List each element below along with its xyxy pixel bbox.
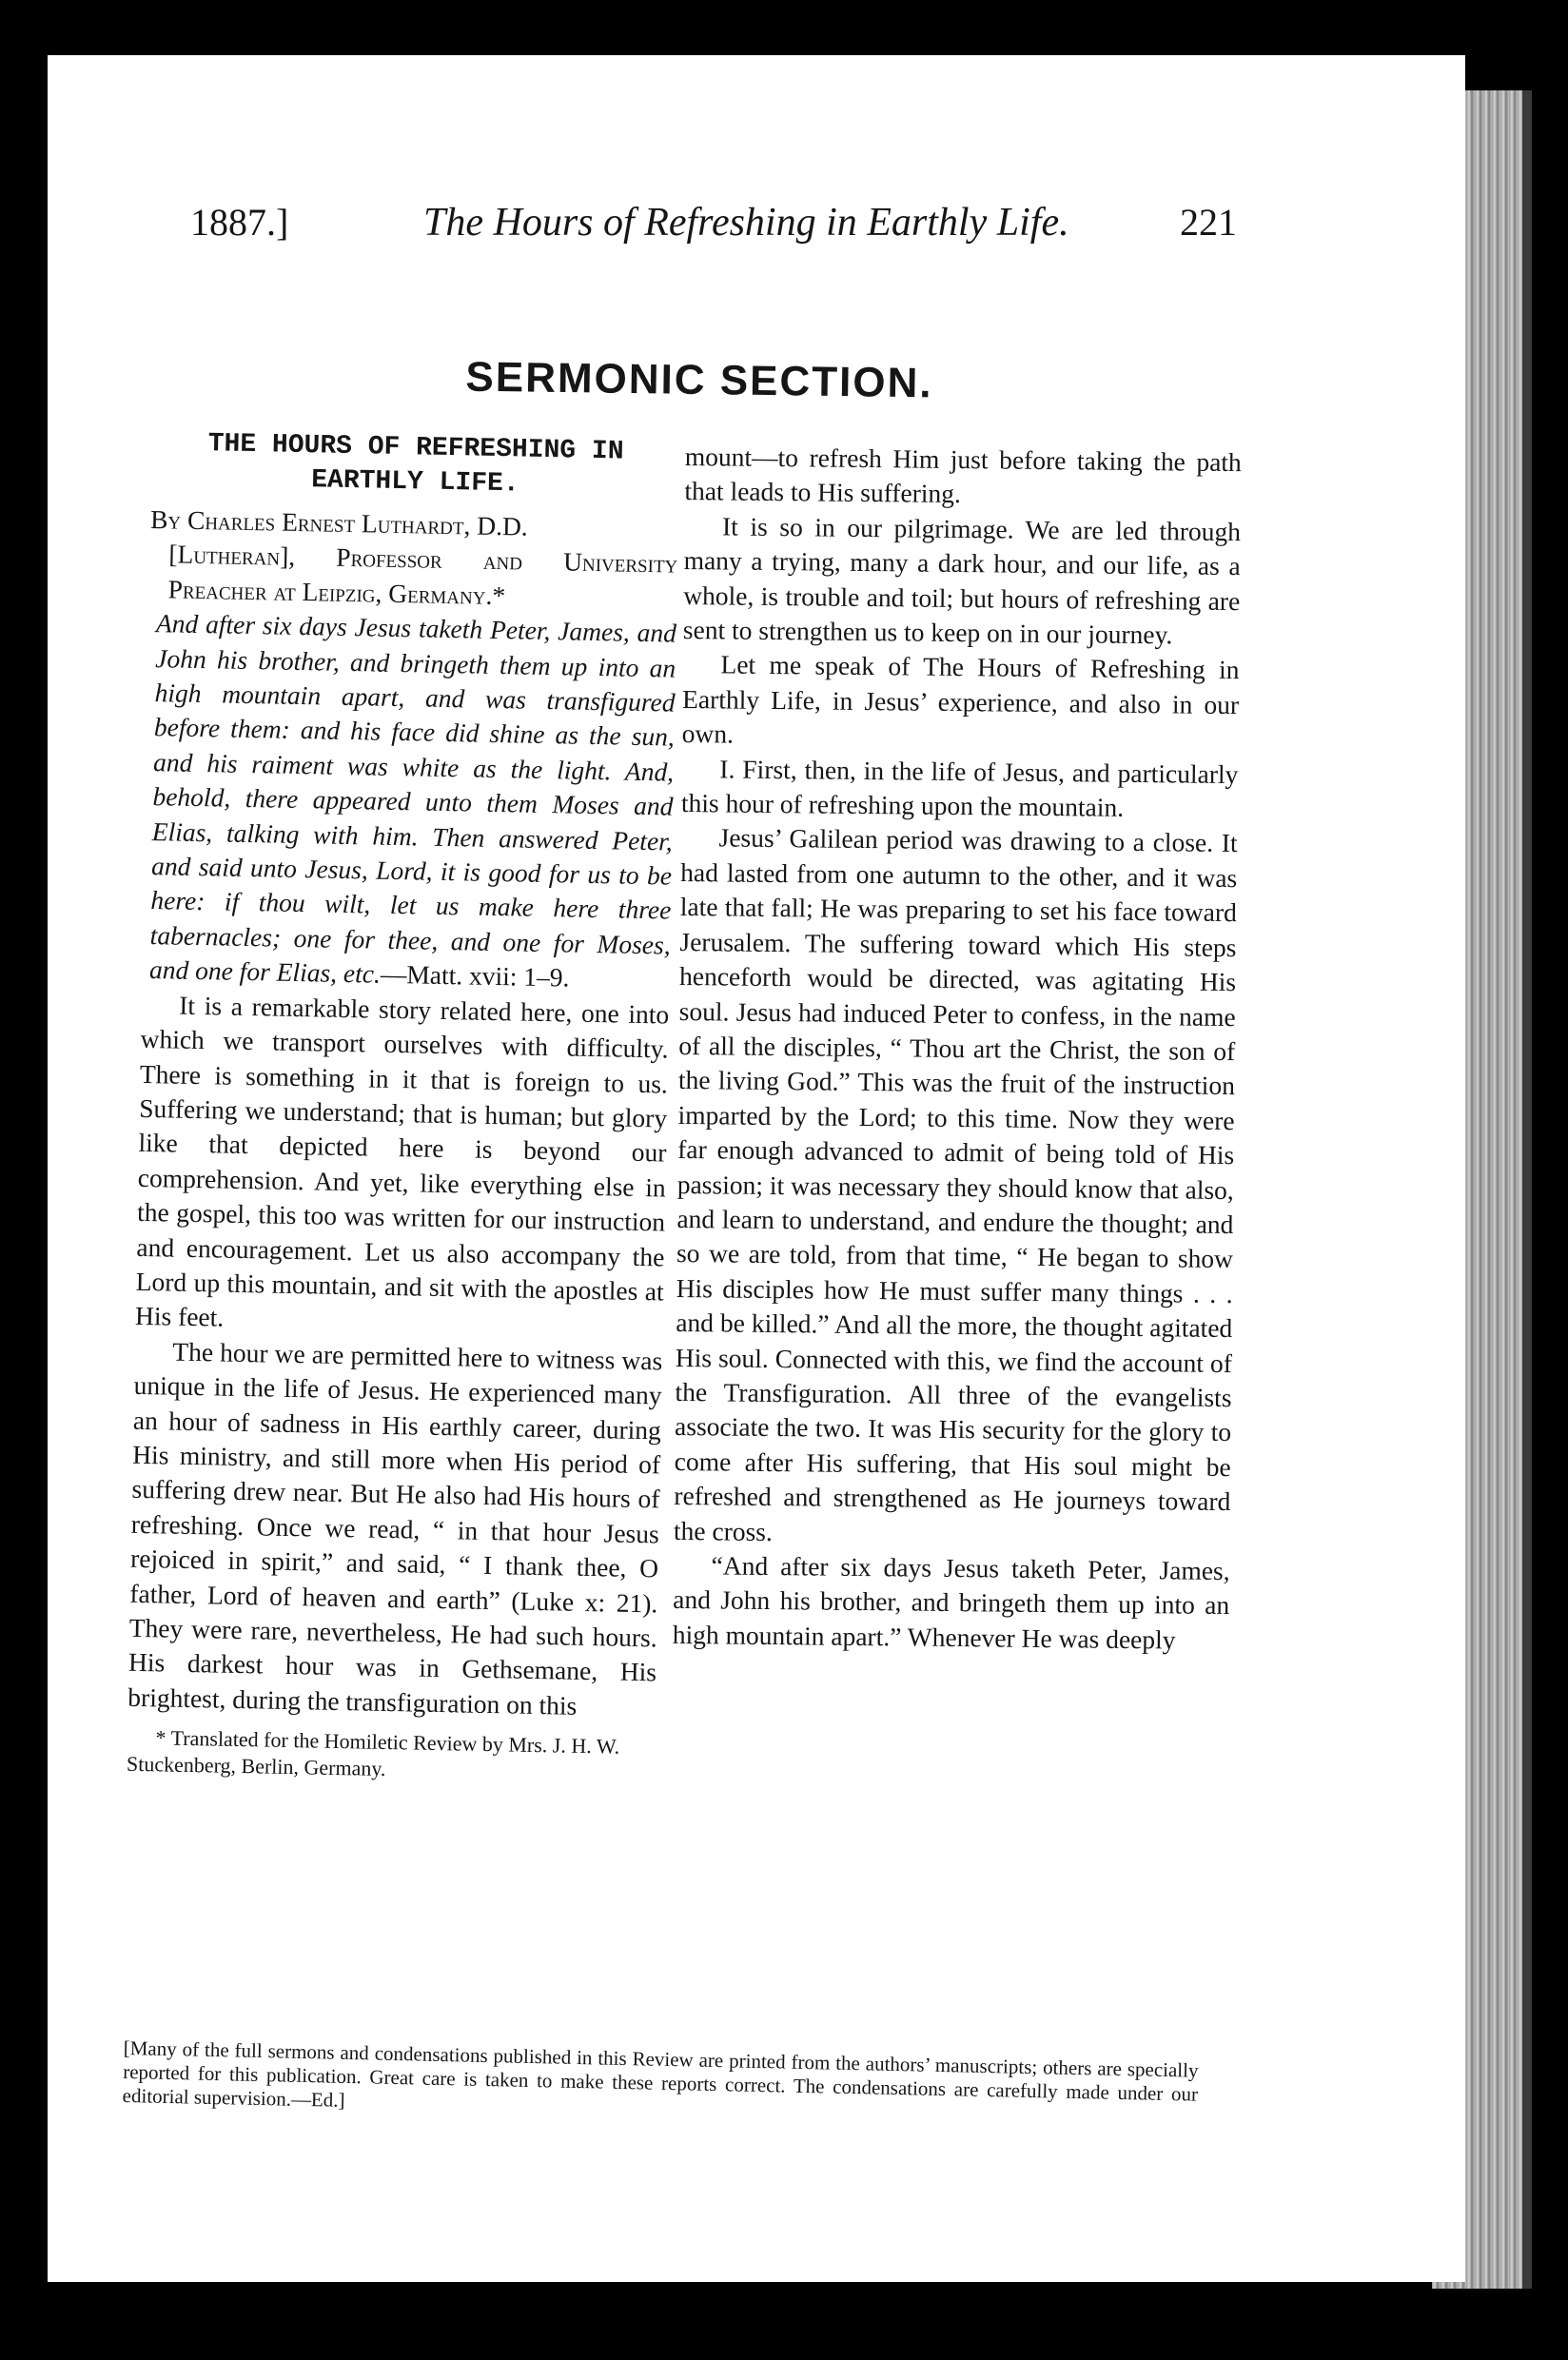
running-head-year: 1887.] — [190, 201, 289, 244]
paragraph: The hour we are permitted here to witness was unique in the life of Jesus. He experienced many an hour of sadness in His earthly career, during His ministry, and still more when His period of suffering drew near. But He also had His hours of refreshing. Once we read, “ in that hour Jesus rejoiced in spirit,” and said, “ I thank thee, O father, Lord of heaven and earth” (Luke x: 21). They were rare, nevertheless, He had such hours. His darkest hour was in Gethsemane, His brightest, during the transfiguration on this — [127, 1336, 663, 1721]
epigraph-reference: —Matt. xvii: 1–9. — [380, 958, 570, 993]
byline-affiliation: [Lutheran], Professor and University Preacher at Leipzig, Germany.* — [167, 539, 678, 610]
byline-author: By Charles Ernest Luthardt, D.D. — [149, 503, 529, 541]
paragraph: mount—to refresh Him just before taking the path that leads to His suffering. — [684, 441, 1242, 509]
paragraph: “And after six days Jesus taketh Peter, James, and John his brother, and bringeth them up into an high mountain apart.” Whenever He was deeply — [672, 1550, 1230, 1655]
paragraph: I. First, then, in the life of Jesus, and particularly this hour of refreshing upon the mountain. — [680, 754, 1239, 822]
paragraph: Jesus’ Galilean period was drawing to a close. It had lasted from one autumn to the other, and it was late that fall; He was preparing to set his face toward Jerusalem. The suffering toward which His steps henceforth would be directed, was agitating His soul. Jesus had induced Peter to confess, in the name of all the disciples, “ Thou art the Christ, the son of the living God.” This was the fruit of the instruction imparted by the Lord; to this time. Now they were far enough advanced to admit of being told of His passion; it was necessary they should know that also, and learn to understand, and endure the thought; and so we are told, from that time, “ He began to show His disciples how He must suffer many things . . . and be killed.” And all the more, the thought agitated His soul. Connected with this, we find the account of the Transfiguration. All three of the evangelists associate the two. It was His security for the glory to come after His suffering, that His soul might be refreshed and strengthened as He journeys toward the cross. — [673, 822, 1238, 1546]
paragraph: Let me speak of The Hours of Refreshing in Earthly Life, in Jesus’ experience, and also in our own. — [681, 649, 1240, 749]
editorial-note: [Many of the full sermons and condensations published in this Review are printed from the authors’ manuscripts; others are specially reported for this publication. Great care is taken to make these reports correct. The condensations are carefully made under our editorial supervision.—Ed.] — [122, 2036, 1199, 2112]
footnote: * Translated for the Homiletic Review by Mrs. J. H. W. Stuckenberg, Berlin, Germany. — [126, 1725, 620, 1781]
epigraph — [142, 606, 677, 997]
page-number: 221 — [1180, 201, 1237, 244]
article-title: THE HOURS OF REFRESHING IN EARTHLY LIFE. — [207, 429, 624, 500]
right-column — [673, 440, 1242, 1658]
running-head-title: The Hours of Refreshing in Earthly Life. — [423, 201, 1069, 245]
paragraph: It is so in our pilgrimage. We are led through many a trying, many a dark hour, and our life, as a whole, is trouble and toil; but hours of refreshing are sent to strengthen us to keep on in our journey. — [682, 511, 1242, 650]
left-column — [126, 426, 680, 1809]
epigraph-text: And after six days Jesus taketh Peter, James, and John his brother, and bringeth them up into an high mountain apart, and was transfigured before them: and his face did shine as the sun, and his raiment was white as the light. And, behold, there appeared unto them Moses and Elias, talking with him. Then answered Peter, and said unto Jesus, Lord, it is good for us to be here: if thou wilt, let us make here three tabernacles; one for thee, and one for Moses, and one for Elias, etc. — [148, 608, 677, 989]
running-head — [190, 200, 1246, 257]
section-title: SERMONIC SECTION. — [465, 353, 933, 407]
paragraph: It is a remarkable story related here, one into which we transport ourselves with difficulty. There is something in it that is foreign to us. Suffering we understand; that is human; but glory like that depicted here is beyond our comprehension. And yet, like everything else in the gospel, this too was written for our instruction and encouragement. Let us also accompany the Lord up this mountain, and sit with the apostles at His feet. — [134, 990, 670, 1332]
